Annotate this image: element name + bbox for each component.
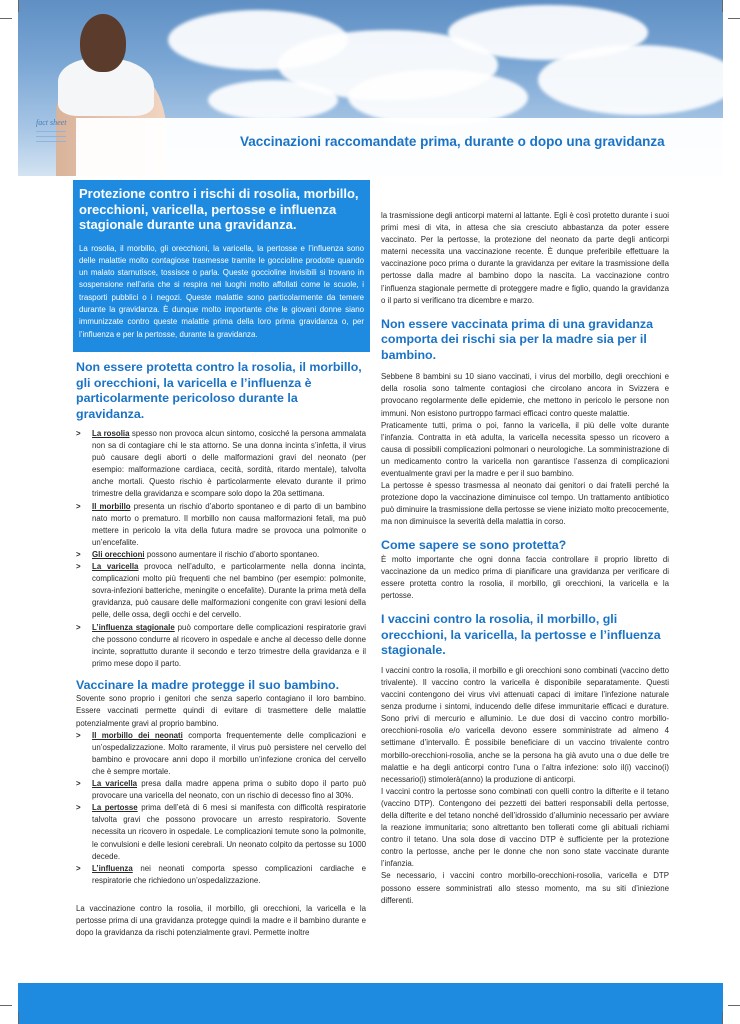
paragraph: Praticamente tutti, prima o poi, fanno la varicella, il più delle volte durante l’infanzia. Contratta in età adulta, la varicella necessita spesso un ricovero a causa di possibili complicazioni polmonari o neurologiche. La somministrazione di un medicamento contro la varicella non garantisce l’assenza di complicazioni eventualmente gravi per la madre e per il suo bambino. [381,420,669,478]
paragraph: I vaccini contro la pertosse sono combinati con quelli contro la difterite e il tetano (vaccino DTP). Contengono dei pezzetti dei batteri responsabili della pertosse, della difterite e del tetano nonché dell’idrossido d’alluminio necessario per avviare la reazione immunitaria; sono altrettanto ben tollerati come gli abituali richiami contro il tetano. Una sola dose di vaccino DTP è sufficiente per la protezione contro la pertosse, anche per le donne che non sono state vaccinate durante l’infanzia. [381,786,669,869]
paragraph: Se necessario, i vaccini contro morbillo-orecchioni-rosolia, varicella e DTP possono essere somministrati allo stesso momento, ma su siti d’iniezione differenti. [381,871,669,905]
list-item: > L’influenza nei neonati comporta spesso complicazioni cardiache e respiratorie che richiedono un’ospedalizzazione. [76,863,366,887]
list-item: > L’influenza stagionale può comportare delle complicazioni respiratorie gravi che possono condurre al ricovero in ospedale e anche al decesso delle donne incinte, soprattutto durante il secondo e terzo trimestre della gravidanza e il primo mese dopo il parto. [76,622,366,670]
list-item: > La varicella presa dalla madre appena prima o subito dopo il parto può provocare una varicella del neonato, con un rischio di decesso fino al 30%. [76,778,366,802]
footer-band [18,983,723,1024]
fact-sheet-label [36,118,70,188]
list-item: > Il morbillo dei neonati comporta frequentemente delle complicazioni e un’ospedalizzazione. Molto raramente, il virus può persistere nel cervello del bambino e provocare anni dopo il morbillo un’infezione cronica del cervello che è sempre mortale. [76,730,366,778]
intro-body: La rosolia, il morbillo, gli orecchioni, la varicella, la pertosse e l’influenza sono delle malattie molto contagiose trasmesse tramite le goccioline prodotte quando un malato starnutisce, tossisce o parla. Queste goccioline invisibili si trovano in sospensione nell’aria che si respira nei luoghi molto affollati come le scuole, i trasporti pubblici o i negozi. Queste malattie sono particolarmente da temere durante la gravidanza. È dunque molto importante che le giovani donne siano immunizzate contro queste malattie prima della loro prima gravidanza o, per l’influenza e per la pertosse, durante la gravidanza. [79,243,364,339]
section-heading-protect-child: Vaccinare la madre protegge il suo bambino. [76,677,340,692]
list-item: > La varicella provoca nell’adulto, e particolarmente nella donna incinta, complicazioni molto più frequenti che nel bambino (per esempio: polmonite, sovra-infezioni batteriche, meningite o encefalite). Durante la prima metà della gravidanza, può causare delle malformazioni congenite con gravi lesioni della pelle, delle ossa, degli occhi e del cervello. [76,561,366,621]
list-item: > Il morbillo presenta un rischio d’aborto spontaneo e di parto di un bambino nato morto o prematuro. Il morbillo non causa malformazioni fetali, ma può mettere in pericolo la vita della futura madre se provoca una polmonite o un’encefalite. [76,501,366,549]
paragraph: Sebbene 8 bambini su 10 siano vaccinati, i virus del morbillo, degli orecchioni e della rosolia sono talmente contagiosi che circolano ancora in Svizzera e provocano regolarmente delle epidemie, che mettono in pericolo le persone non immuni. Non esistono purtroppo farmaci efficaci contro queste malattie. [381,372,669,418]
paragraph: la trasmissione degli anticorpi materni al lattante. Egli è così protetto durante i suoi primi mesi di vita, in attesa che sia cresciuto abbastanza da poter essere vaccinato. Per la pertosse, la protezione del neonato da parte degli anticorpi materni necessita una vaccinazione recente. È dunque preferibile effettuare la vaccinazione poco prima o durante la gravidanza per evitare la trasmissione della pertosse dalla madre al bambino dopo la nascita. La vaccinazione contro l’influenza stagionale permette di proteggere madre e figlio, quando la gravidanza o il parto si verificano tra dicembre e marzo. [381,211,669,305]
paragraph: La pertosse è spesso trasmessa al neonato dai genitori o dai fratelli perché la protezione dopo la vaccinazione diminuisce col tempo. Un trattamento antibiotico può diminuire la trasmissione della pertosse se viene iniziato molto precocemente, ma non diminuisce la severità della malattia in corso. [381,481,669,527]
left-column [76,360,366,939]
right-column [381,210,669,907]
intro-box [73,180,370,352]
paragraph: La vaccinazione contro la rosolia, il morbillo, gli orecchioni, la varicella e la pertosse prima di una gravidanza protegge quindi la madre e il bambino durante e dopo la gravidanza da rischi potenzialmente gravi. Permette inoltre [76,903,366,938]
list-item: > Gli orecchioni possono aumentare il rischio d’aborto spontaneo. [76,549,366,561]
section-heading-vaccines: I vaccini contro la rosolia, il morbillo, gli orecchioni, la varicella, la pertosse e l’influenza stagionale. [381,612,661,658]
list-item: > La rosolia spesso non provoca alcun sintomo, cosicché la persona ammalata non sa di contagiare chi le sta attorno. Se una donna incinta s’infetta, il virus può causare degli aborti o delle malformazioni gravi del neonato (per esempio: malformazione cardiaca, cecità, sordità, ritardo mentale), talvolta anche mortali. Questo rischio è particolarmente elevato durante il primo trimestre della gravidanza e scompare solo dopo la 20a settimana. [76,428,366,501]
section-heading-unvaccinated: Non essere vaccinata prima di una gravidanza comporta dei rischi sia per la madre sia per il bambino. [381,316,654,362]
intro-heading: Protezione contro i rischi di rosolia, morbillo, orecchioni, varicella, pertosse e influenza stagionale durante una gravidanza. [79,186,359,232]
paragraph: Sovente sono proprio i genitori che senza saperlo contagiano il loro bambino. Essere vaccinati permette quindi di evitare di trasmettere delle malattie potenzialmente gravi al proprio bambino. [76,694,366,728]
paragraph: I vaccini contro la rosolia, il morbillo e gli orecchioni sono combinati (vaccino detto trivalente). Il vaccino contro la varicella è disponibile separatamente. Questi vaccini contengono dei virus vivi attenuati capaci di imitare l’infezione naturale senza produrne i sintomi, inducendo delle difese immunitarie efficaci e durature. Sono privi di mercurio e alluminio. Le due dosi di vaccino contro morbillo-orecchioni-rosolia e/o varicella devono essere somministrate ad almeno 4 settimane d’intervallo. È possibile beneficiare di un vaccino trivalente contro morbillo-orecchioni-rosolia, anche se la persona ha già avuto una o due delle tre malattie e ha degli anticorpi contro l’una o l’altra infezione: solo il(i) vaccino(i) necessario(i) stimolerà(anno) la produzione di anticorpi. [381,665,669,784]
page-title: Vaccinazioni raccomandate prima, durante o dopo una gravidanza [240,134,665,149]
paragraph: È molto importante che ogni donna faccia controllare il proprio libretto di vaccinazione da un medico prima di pianificare una gravidanza per verificare di essere protetta contro la rosolia, il morbillo, gli orecchioni, la varicella e la pertosse. [381,554,669,601]
section-heading-risks: Non essere protetta contro la rosolia, il morbillo, gli orecchioni, la varicella e l’influenza è particolarmente pericoloso durante la gravidanza. [76,360,362,421]
section-heading-how-to-know: Come sapere se sono protetta? [381,538,567,553]
side-label: fact sheet [36,118,67,127]
list-item: > La pertosse prima dell’età di 6 mesi si manifesta con difficoltà respiratorie talvolta gravi che possono provocare un arresto respiratorio. Sovente necessita un ricovero in ospedale. Le complicazioni temute sono la polmonite, le convulsioni e delle lesioni cerebrali. Un neonato colpito da pertosse su 1000 decede. [76,802,366,862]
